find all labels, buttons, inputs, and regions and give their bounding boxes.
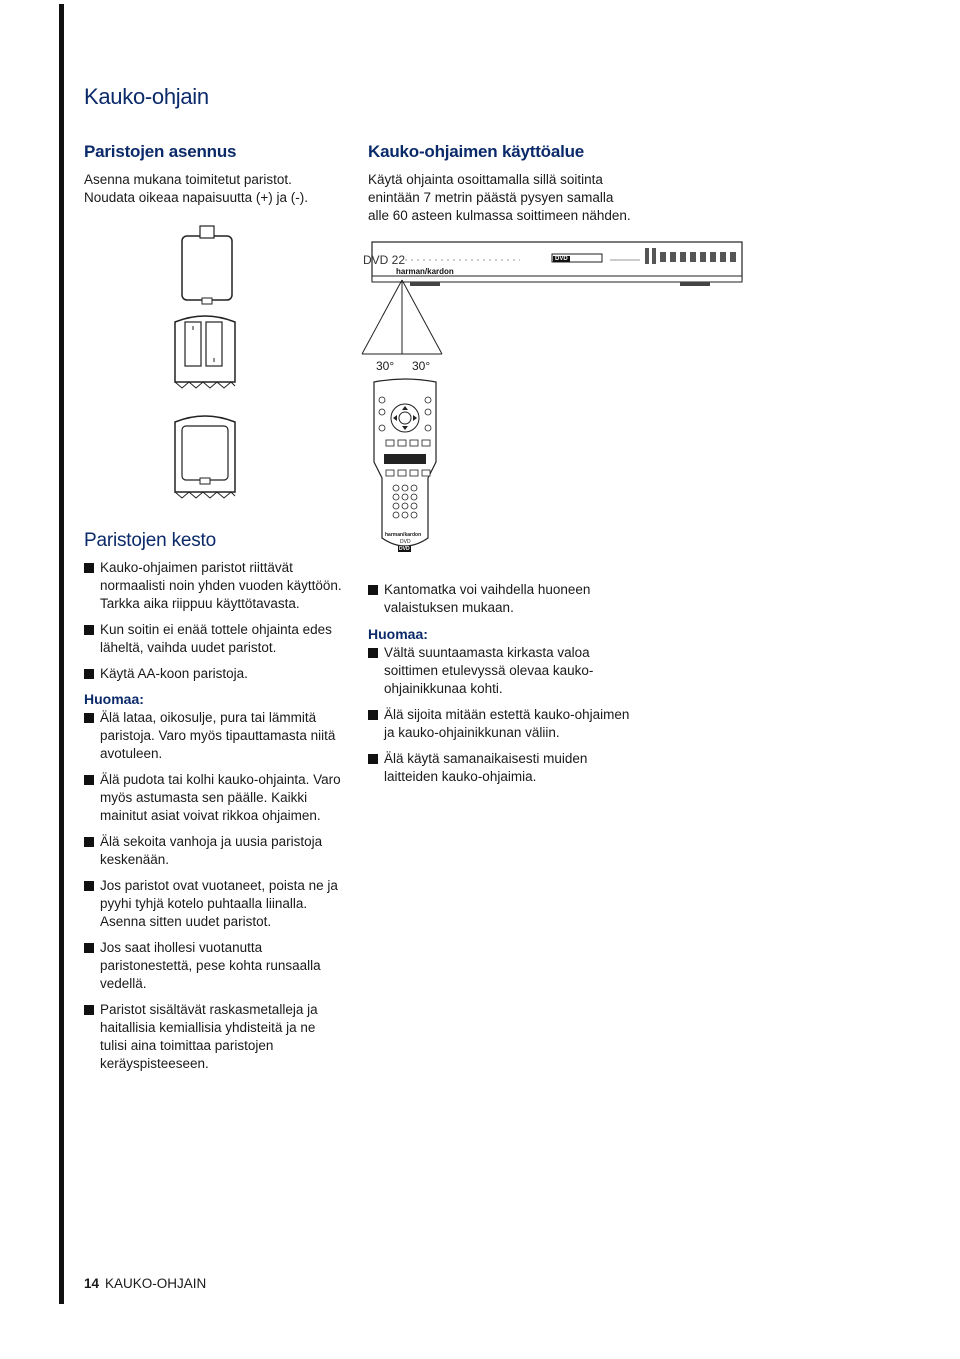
right-note-bullets [368, 644, 638, 794]
list-item-text: Kun soitin ei enää tottele ohjainta edes läheltä, vaihda uudet paristot. [100, 622, 332, 655]
list-item-text: Kantomatka voi vaihdella huoneen valaistuksen mukaan. [384, 582, 591, 615]
range-bullets [368, 581, 628, 625]
remote-control-illustration [370, 378, 440, 558]
remote-back-cover-icon [182, 226, 232, 304]
left-margin-bar [59, 4, 64, 1304]
install-text: Asenna mukana toimitetut paristot. Noudata oikeaa napaisuutta (+) ja (-). [84, 172, 309, 205]
list-item-text: Älä lataa, oikosulje, pura tai lämmitä paristoja. Varo myös tipauttamasta niitä avotuleen. [100, 710, 336, 761]
remote-model-label: DVD [400, 539, 411, 545]
bullet-square-icon [84, 775, 94, 785]
page-title: Kauko-ohjain [84, 84, 209, 109]
right-note-label: Huomaa: [368, 626, 428, 642]
list-item [84, 621, 344, 657]
page-number: 14 [84, 1276, 100, 1291]
bullet-square-icon [84, 563, 94, 573]
list-item-text: Paristot sisältävät raskasmetalleja ja haitallisia kemiallisia yhdisteitä ja ne tulisi aina toimittaa paristojen keräyspisteeseen. [100, 1002, 318, 1071]
bullet-square-icon [84, 669, 94, 679]
player-brand-label: harman/kardon [396, 267, 454, 276]
list-item [84, 559, 344, 613]
bullet-square-icon [368, 710, 378, 720]
bullet-square-icon [368, 648, 378, 658]
list-item [84, 771, 344, 825]
list-item-text: Älä sekoita vanhoja ja uusia paristoja keskenään. [100, 834, 323, 867]
list-item-text: Älä sijoita mitään estettä kauko-ohjaimen ja kauko-ohjainikkunan väliin. [384, 707, 630, 740]
dvd-player-icon [372, 242, 742, 286]
bullet-square-icon [84, 625, 94, 635]
bullet-square-icon [84, 713, 94, 723]
list-item [368, 581, 628, 617]
list-item [84, 833, 344, 869]
list-item [84, 939, 344, 993]
battery-install-illustration [160, 222, 250, 512]
bullet-square-icon [368, 754, 378, 764]
remote-control-icon [374, 379, 436, 546]
remote-dvd-logo: DVD [399, 546, 410, 552]
list-item [368, 644, 638, 698]
bullet-square-icon [84, 881, 94, 891]
list-item-text: Vältä suuntaamasta kirkasta valoa soittimen etulevyssä olevaa kauko-ohjainikkunaa kohti. [384, 645, 594, 696]
player-model-label: DVD 22 [363, 253, 406, 267]
angle-right-label: 30° [412, 359, 431, 373]
list-item-text: Kauko-ohjaimen paristot riittävät normaalisti noin yhden vuoden käyttöön. Tarkka aika riippuu käyttötavasta. [100, 560, 342, 611]
life-bullets [84, 559, 344, 691]
list-item [84, 709, 344, 763]
list-item-text: Jos saat ihollesi vuotanutta paristonestettä, pese kohta runsaalla vedellä. [100, 940, 321, 991]
left-note-bullets [84, 709, 344, 1081]
footer-section: KAUKO-OHJAIN [105, 1276, 207, 1291]
bullet-square-icon [368, 585, 378, 595]
range-cone [362, 280, 442, 354]
bullet-square-icon [84, 943, 94, 953]
angle-left-label: 30° [376, 359, 395, 373]
list-item [84, 877, 344, 931]
range-heading: Kauko-ohjaimen käyttöalue [368, 142, 585, 161]
list-item [84, 665, 344, 683]
life-heading: Paristojen kesto [84, 530, 216, 551]
remote-brand-label: harman/kardon [385, 532, 422, 538]
list-item [368, 750, 638, 786]
remote-closed-back-icon [175, 416, 235, 498]
left-note-label: Huomaa: [84, 691, 144, 707]
battery-compartment-icon [175, 316, 235, 388]
list-item-text: Älä pudota tai kolhi kauko-ohjainta. Varo myös astumasta sen päälle. Kaikki mainitut asiat voivat rikkoa ohjaimen. [100, 772, 341, 823]
bullet-square-icon [84, 1005, 94, 1015]
list-item-text: Jos paristot ovat vuotaneet, poista ne ja pyyhi tyhjä kotelo puhtaalla liinalla. Asenna sitten uudet paristot. [100, 878, 338, 929]
install-heading: Paristojen asennus [84, 142, 237, 161]
page-footer [84, 1276, 206, 1291]
list-item [84, 1001, 344, 1073]
player-dvd-logo: DVD [555, 256, 568, 262]
list-item [368, 706, 638, 742]
range-text: Käytä ohjainta osoittamalla sillä soitinta enintään 7 metrin päästä pysyen samalla alle 60 asteen kulmassa soittimeen nähden. [368, 172, 631, 223]
list-item-text: Käytä AA-koon paristoja. [100, 666, 248, 681]
bullet-square-icon [84, 837, 94, 847]
list-item-text: Älä käytä samanaikaisesti muiden laitteiden kauko-ohjaimia. [384, 751, 588, 784]
